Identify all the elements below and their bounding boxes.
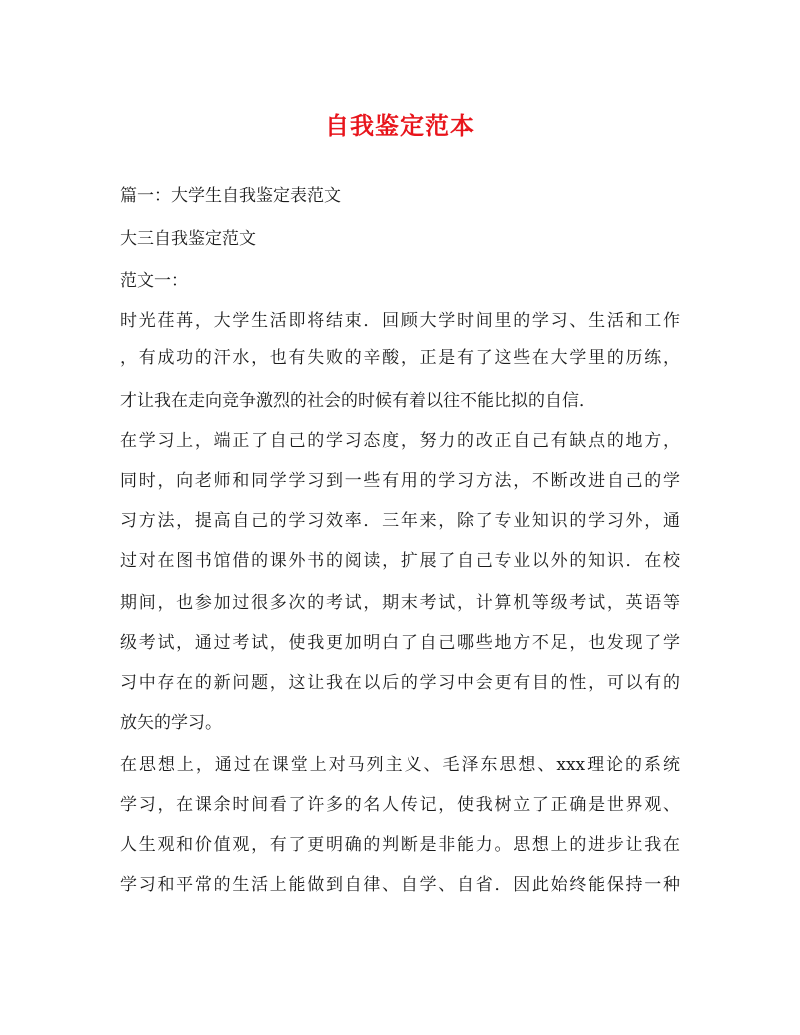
text-line: 范文一： bbox=[120, 271, 188, 291]
text-line: 习方法，提高自己的学习效率．三年来，除了专业知识的学习外，通 bbox=[120, 511, 680, 531]
text-line: 人生观和价值观，有了更明确的判断是非能力。思想上的进步让我在 bbox=[120, 835, 680, 855]
text-line: 期间，也参加过很多次的考试，期末考试，计算机等级考试，英语等 bbox=[120, 593, 680, 613]
text-line: 学习，在课余时间看了许多的名人传记，使我树立了正确是世界观、 bbox=[120, 795, 680, 815]
text-line: 级考试，通过考试，使我更加明白了自己哪些地方不足，也发现了学 bbox=[120, 633, 680, 653]
text-line: 学习和平常的生活上能做到自律、自学、自省．因此始终能保持一种 bbox=[120, 875, 680, 895]
text-line: 在学习上，端正了自己的学习态度，努力的改正自己有缺点的地方， bbox=[120, 431, 680, 451]
text-line: 篇一：大学生自我鉴定表范文 bbox=[120, 186, 341, 206]
text-line: 放矢的学习。 bbox=[120, 713, 222, 733]
text-line: 在思想上，通过在课堂上对马列主义、毛泽东思想、xxx理论的系统 bbox=[120, 755, 680, 775]
text-line: 才让我在走向竞争激烈的社会的时候有着以往不能比拟的自信． bbox=[120, 391, 596, 411]
document-title: 自我鉴定范本 bbox=[325, 111, 475, 140]
text-line: 同时，向老师和同学学习到一些有用的学习方法，不断改进自己的学 bbox=[120, 471, 680, 491]
text-line: 时光荏苒，大学生活即将结束．回顾大学时间里的学习、生活和工作 bbox=[120, 311, 680, 331]
text-line: ，有成功的汗水，也有失败的辛酸，正是有了这些在大学里的历练， bbox=[120, 348, 680, 368]
text-line: 大三自我鉴定范文 bbox=[120, 229, 256, 249]
text-line: 过对在图书馆借的课外书的阅读，扩展了自己专业以外的知识．在校 bbox=[120, 551, 680, 571]
text-line: 习中存在的新问题，这让我在以后的学习中会更有目的性，可以有的 bbox=[120, 673, 680, 693]
